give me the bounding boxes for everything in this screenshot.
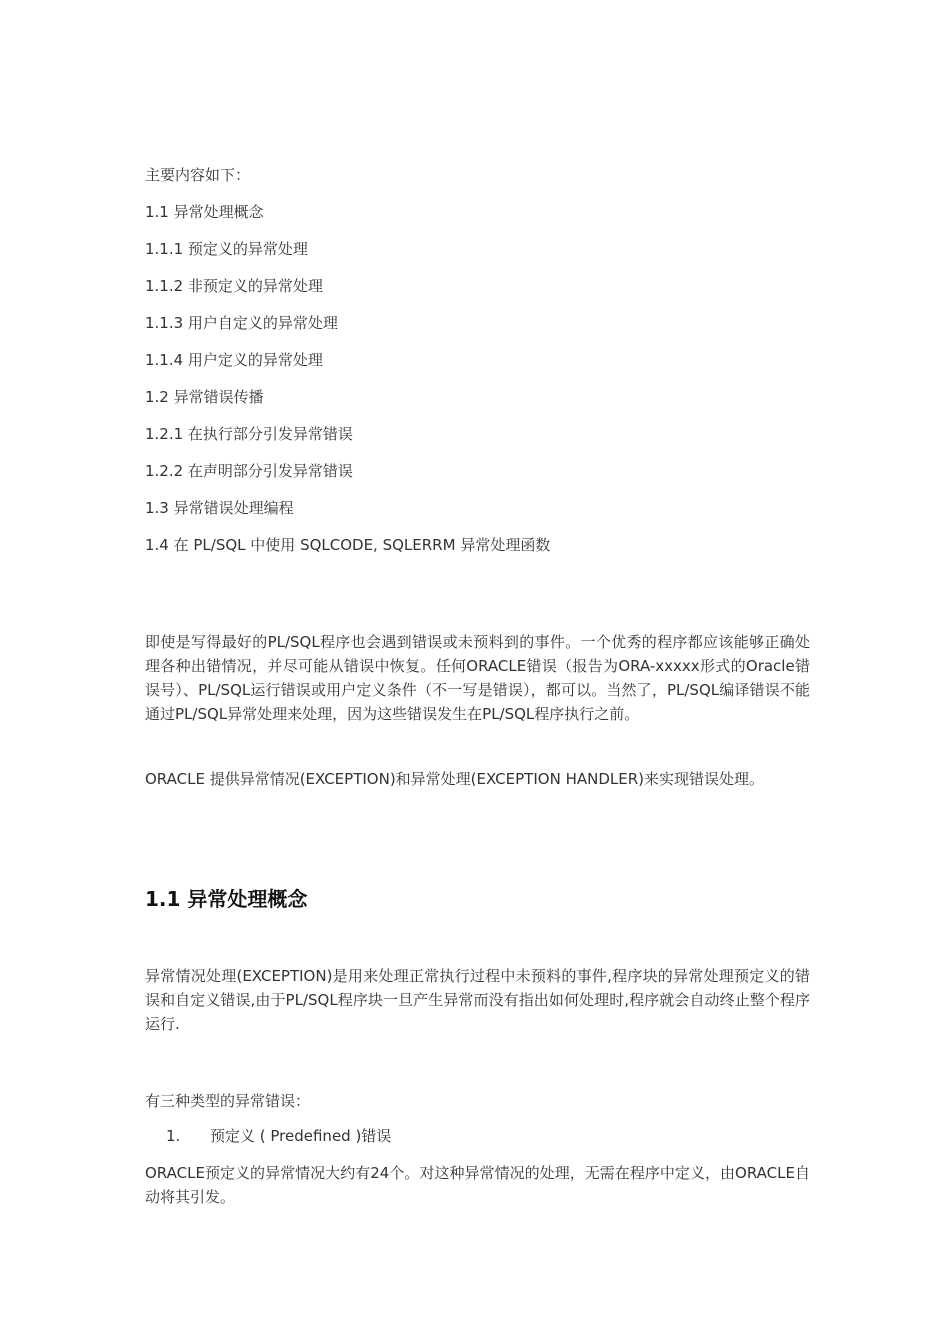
section-paragraph: ORACLE预定义的异常情况大约有24个。对这种异常情况的处理，无需在程序中定义，由ORACLE自动将其引发。 xyxy=(145,1164,810,1206)
list-number: 1. xyxy=(166,1127,181,1145)
types-intro: 有三种类型的异常错误： xyxy=(145,1092,311,1110)
table-of-contents xyxy=(145,164,825,571)
intro-paragraph: ORACLE 提供异常情况(EXCEPTION)和异常处理(EXCEPTION HANDLER)来实现错误处理。 xyxy=(145,770,764,788)
toc-item: 1.2 异常错误传播 xyxy=(145,388,264,406)
section-heading: 1.1 异常处理概念 xyxy=(145,887,308,911)
toc-item: 1.1.4 用户定义的异常处理 xyxy=(145,351,323,369)
toc-item: 1.2.1 在执行部分引发异常错误 xyxy=(145,425,353,443)
toc-item: 1.1.3 用户自定义的异常处理 xyxy=(145,314,338,332)
toc-item: 1.2.2 在声明部分引发异常错误 xyxy=(145,462,353,480)
intro-paragraph: 即使是写得最好的PL/SQL程序也会遇到错误或未预料到的事件。一个优秀的程序都应该能够正确处理各种出错情况，并尽可能从错误中恢复。任何ORACLE错误（报告为ORA-xxxxx形式的Oracle错误号）、PL/SQL运行错误或用户定义条件（不一写是错误），都可以。当然了，PL/SQL编译错误不能通过PL/SQL异常处理来处理，因为这些错误发生在PL/SQL程序执行之前。 xyxy=(145,633,810,723)
list-text: 预定义 ( Predefined )错误 xyxy=(210,1127,392,1145)
toc-item: 1.1 异常处理概念 xyxy=(145,203,264,221)
toc-intro: 主要内容如下： xyxy=(145,166,251,184)
toc-item: 1.4 在 PL/SQL 中使用 SQLCODE, SQLERRM 异常处理函数 xyxy=(145,536,551,554)
toc-item: 1.1.2 非预定义的异常处理 xyxy=(145,277,323,295)
section-paragraph: 异常情况处理(EXCEPTION)是用来处理正常执行过程中未预料的事件,程序块的异常处理预定义的错误和自定义错误,由于PL/SQL程序块一旦产生异常而没有指出如何处理时,程序就会自动终止整个程序运行. xyxy=(145,967,810,1033)
list-item xyxy=(166,1124,391,1148)
toc-item: 1.1.1 预定义的异常处理 xyxy=(145,240,308,258)
toc-item: 1.3 异常错误处理编程 xyxy=(145,499,294,517)
